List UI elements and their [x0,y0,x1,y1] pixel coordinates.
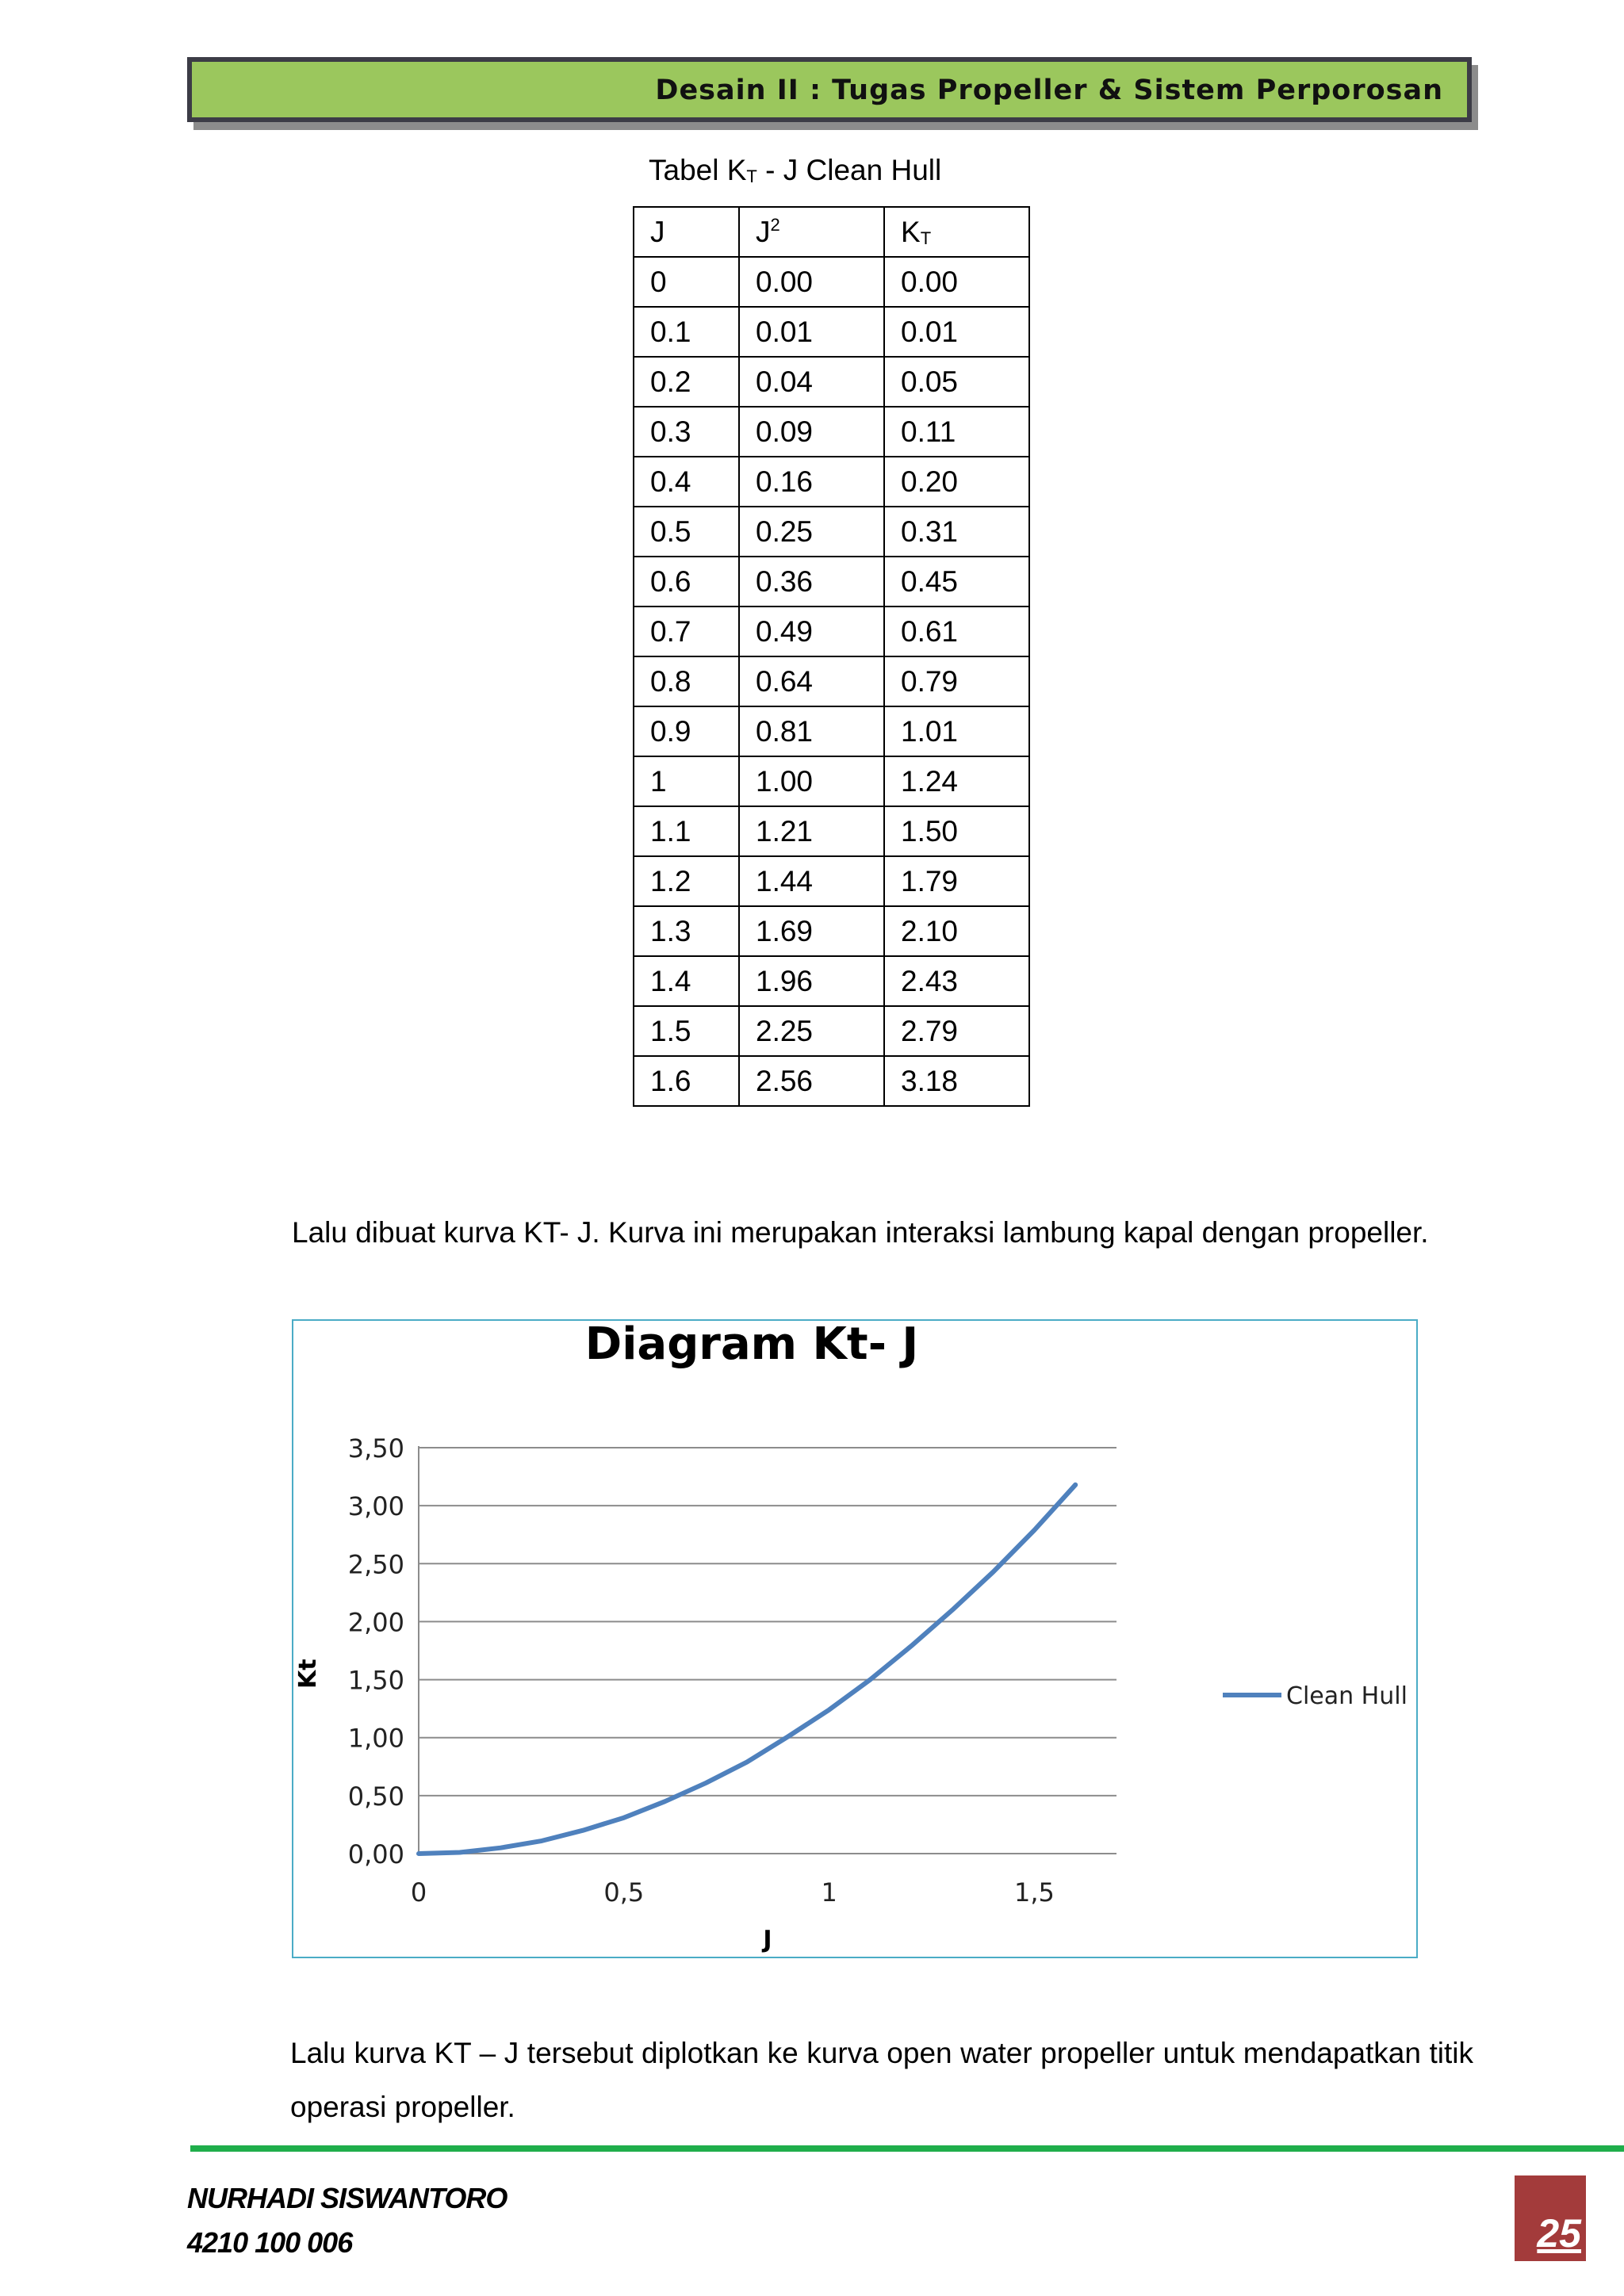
table-row [634,1056,1029,1106]
cell-j: 1.4 [634,956,739,1006]
cell-j2: 0.00 [739,257,884,307]
y-tick-label: 0,50 [347,1781,404,1812]
cell-j: 1.3 [634,906,739,956]
cell-j: 0.2 [634,357,739,407]
header-cell-j: J [634,207,739,257]
cell-kt: 0.45 [884,557,1029,607]
cell-j2: 2.25 [739,1006,884,1056]
cell-j2: 0.25 [739,507,884,557]
cell-j2: 0.01 [739,307,884,357]
x-tick-label: 0 [410,1877,427,1908]
cell-j: 1.6 [634,1056,739,1106]
y-tick-label: 1,00 [347,1723,404,1754]
x-tick-label: 1,5 [1014,1877,1055,1908]
table-row [634,706,1029,756]
cell-j: 0.6 [634,557,739,607]
cell-j2: 0.04 [739,357,884,407]
footer-divider [190,2145,1624,2152]
series-line-clean-hull [419,1485,1075,1854]
table-caption-suffix: - J Clean Hull [756,154,942,186]
cell-j: 1 [634,756,739,806]
cell-kt: 1.79 [884,856,1029,906]
cell-kt: 0.01 [884,307,1029,357]
header-title: Desain II : Tugas Propeller & Sistem Perporosan [655,75,1443,106]
page-number: 25 [1537,2211,1581,2256]
cell-j2: 0.16 [739,457,884,507]
table-header-row [634,207,1029,257]
cell-kt: 0.00 [884,257,1029,307]
cell-j2: 2.56 [739,1056,884,1106]
cell-j2: 0.09 [739,407,884,457]
table-row [634,407,1029,457]
page-number-badge [1515,2175,1586,2261]
cell-j2: 0.64 [739,656,884,706]
cell-j2: 0.49 [739,607,884,656]
cell-j: 0.1 [634,307,739,357]
cell-kt: 0.79 [884,656,1029,706]
cell-kt: 1.24 [884,756,1029,806]
cell-j: 1.1 [634,806,739,856]
y-tick-label: 2,00 [347,1607,404,1638]
cell-j: 0.9 [634,706,739,756]
cell-kt: 0.05 [884,357,1029,407]
x-axis-label: J [763,1926,772,1954]
table-row [634,856,1029,906]
table-row [634,806,1029,856]
cell-j: 1.2 [634,856,739,906]
cell-kt: 1.01 [884,706,1029,756]
y-tick-label: 1,50 [347,1665,404,1696]
cell-j: 0.8 [634,656,739,706]
table-row [634,607,1029,656]
legend-label: Clean Hull [1286,1682,1408,1710]
cell-j: 0.5 [634,507,739,557]
table-row [634,906,1029,956]
cell-kt: 2.43 [884,956,1029,1006]
chart-diagram-kt-j [292,1319,1418,1958]
cell-j2: 1.21 [739,806,884,856]
cell-kt: 1.50 [884,806,1029,856]
table-row [634,557,1029,607]
footer-student-id: 4210 100 006 [187,2226,353,2259]
x-tick-label: 1 [821,1877,837,1908]
table-row [634,956,1029,1006]
header-banner [187,57,1472,122]
cell-j2: 0.81 [739,706,884,756]
cell-kt: 2.10 [884,906,1029,956]
cell-kt: 0.20 [884,457,1029,507]
y-tick-label: 3,00 [347,1491,404,1522]
cell-kt: 2.79 [884,1006,1029,1056]
footer-author-name: NURHADI SISWANTORO [187,2182,508,2214]
table-row [634,756,1029,806]
table-caption [649,154,941,187]
paragraph-kurva-intro: Lalu dibuat kurva KT- J. Kurva ini merupakan interaksi lambung kapal dengan propeller. [292,1216,1429,1249]
paragraph-plot-info: Lalu kurva KT – J tersebut diplotkan ke kurva open water propeller untuk mendapatkan titik operasi propeller. [290,2037,1473,2123]
kt-j-table [633,206,1030,1107]
cell-j2: 1.96 [739,956,884,1006]
table-row [634,257,1029,307]
table-row [634,507,1029,557]
cell-kt: 0.31 [884,507,1029,557]
cell-j: 0.7 [634,607,739,656]
table-row [634,457,1029,507]
cell-kt: 0.11 [884,407,1029,457]
header-cell-kt: KT [884,207,1029,257]
chart-svg [293,1321,1416,1957]
table-row [634,656,1029,706]
cell-j2: 1.69 [739,906,884,956]
y-tick-label: 0,00 [347,1839,404,1869]
y-tick-label: 3,50 [347,1433,404,1464]
cell-j: 1.5 [634,1006,739,1056]
x-tick-label: 0,5 [603,1877,645,1908]
table-row [634,357,1029,407]
cell-j2: 0.36 [739,557,884,607]
y-tick-label: 2,50 [347,1549,404,1580]
cell-kt: 3.18 [884,1056,1029,1106]
table-row [634,307,1029,357]
cell-j: 0 [634,257,739,307]
cell-j2: 1.44 [739,856,884,906]
table-caption-prefix: Tabel K [649,154,747,186]
cell-kt: 0.61 [884,607,1029,656]
cell-j: 0.3 [634,407,739,457]
y-axis-label: Kt [294,1659,322,1689]
table-caption-sub: T [746,166,757,186]
table-row [634,1006,1029,1056]
header-cell-j2: $J^2$ [739,207,884,257]
cell-j2: 1.00 [739,756,884,806]
chart-title: Diagram Kt- J [584,1321,919,1370]
cell-j: 0.4 [634,457,739,507]
